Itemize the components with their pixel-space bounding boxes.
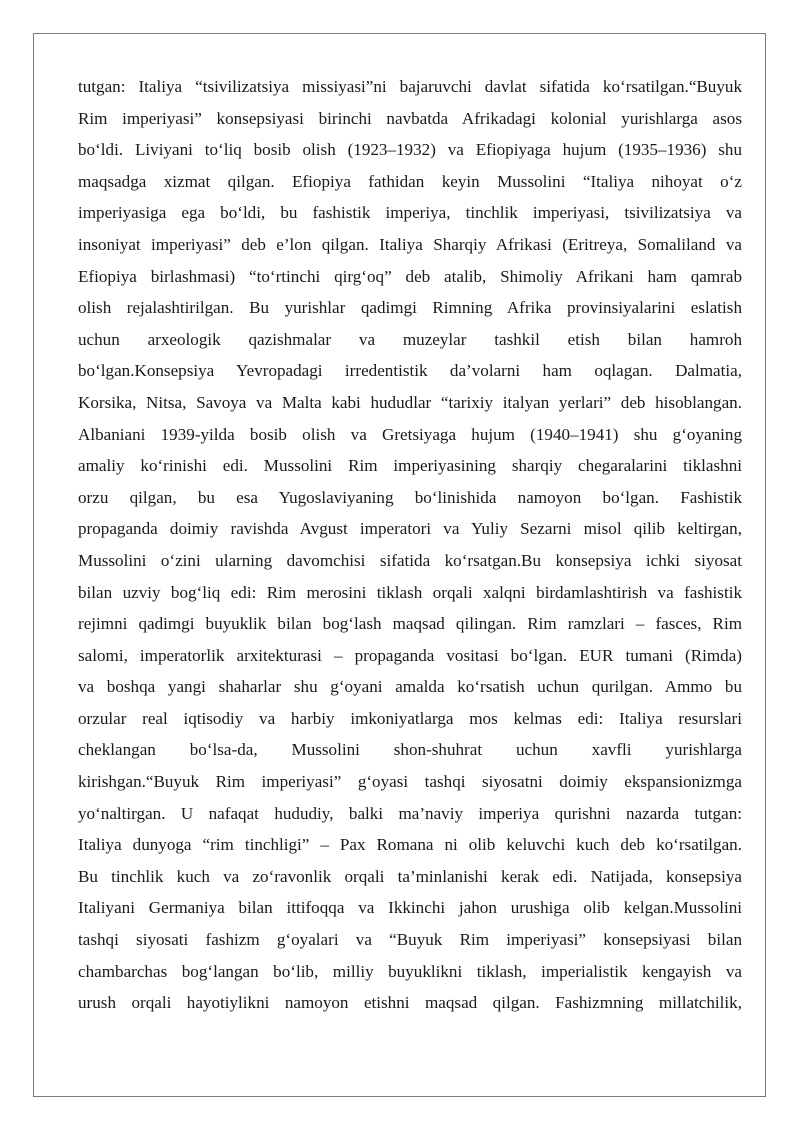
text-line: bilan uzviy bog‘liq edi: Rim merosini tiklash orqali xalqni birdamlashtirish va fashistik — [78, 582, 742, 602]
text-line: Italiya dunyoga “rim tinchligi” – Pax Romana ni olib keluvchi kuch deb ko‘rsatilgan. — [78, 835, 742, 855]
text-line: orzular real iqtisodiy va harbiy imkoniyatlarga mos kelmas edi: Italiya resurslari — [78, 708, 742, 728]
text-line: Bu tinchlik kuch va zo‘ravonlik orqali ta’minlanishi kerak edi. Natijada, konsepsiya — [78, 866, 742, 886]
text-line: Efiopiya birlashmasi) “to‘rtinchi qirg‘oq” deb atalib, Shimoliy Afrikani ham qamrab — [78, 266, 742, 286]
text-line: olish rejalashtirilgan. Bu yurishlar qadimgi Rimning Afrika provinsiyalarini eslatish — [78, 298, 742, 318]
text-line: Albaniani 1939-yilda bosib olish va Gretsiyaga hujum (1940–1941) shu g‘oyaning — [78, 424, 742, 444]
text-line: amaliy ko‘rinishi edi. Mussolini Rim imperiyasining sharqiy chegaralarini tiklashni — [78, 456, 742, 476]
text-line: imperiyasiga ega bo‘ldi, bu fashistik imperiya, tinchlik imperiyasi, tsivilizatsiya va — [78, 203, 742, 223]
text-line: va boshqa yangi shaharlar shu g‘oyani amalda ko‘rsatish uchun qurilgan. Ammo bu — [78, 677, 742, 697]
text-line: propaganda doimiy ravishda Avgust imperatori va Yuliy Sezarni misol qilib keltirgan, — [78, 519, 742, 539]
text-line: Rim imperiyasi” konsepsiyasi birinchi navbatda Afrikadagi kolonial yurishlarga asos — [78, 108, 742, 128]
text-line: uchun arxeologik qazishmalar va muzeylar tashkil etish bilan hamroh — [78, 329, 742, 349]
text-line: Mussolini o‘zini ularning davomchisi sifatida ko‘rsatgan.Bu konsepsiya ichki siyosat — [78, 550, 742, 570]
text-line: Korsika, Nitsa, Savoya va Malta kabi hududlar “tarixiy italyan yerlari” deb hisoblangan. — [78, 392, 742, 412]
text-line: salomi, imperatorlik arxitekturasi – propaganda vositasi bo‘lgan. EUR tumani (Rimda) — [78, 645, 742, 665]
text-line: insoniyat imperiyasi” deb e’lon qilgan. Italiya Sharqiy Afrikasi (Eritreya, Somaliland va — [78, 234, 742, 254]
document-body — [78, 71, 742, 1019]
text-line: orzu qilgan, bu esa Yugoslaviyaning bo‘linishida namoyon bo‘lgan. Fashistik — [78, 487, 742, 507]
text-line: Italiyani Germaniya bilan ittifoqqa va Ikkinchi jahon urushiga olib kelgan.Mussolini — [78, 898, 742, 918]
text-line: bo‘ldi. Liviyani to‘liq bosib olish (1923–1932) va Efiopiyaga hujum (1935–1936) shu — [78, 140, 742, 160]
text-line: rejimni qadimgi buyuklik bilan bog‘lash maqsad qilingan. Rim ramzlari – fasces, Rim — [78, 614, 742, 634]
text-line: chambarchas bog‘langan bo‘lib, milliy buyuklikni tiklash, imperialistik kengayish va — [78, 961, 742, 981]
text-line: yo‘naltirgan. U nafaqat hududiy, balki ma’naviy imperiya qurishni nazarda tutgan: — [78, 803, 742, 823]
text-line: cheklangan bo‘lsa-da, Mussolini shon-shuhrat uchun xavfli yurishlarga — [78, 740, 742, 760]
text-line: tutgan: Italiya “tsivilizatsiya missiyasi”ni bajaruvchi davlat sifatida ko‘rsatilgan.“Buyuk — [78, 77, 742, 96]
text-line: urush orqali hayotiylikni namoyon etishni maqsad qilgan. Fashizmning millatchilik, — [78, 993, 742, 1013]
text-line: maqsadga xizmat qilgan. Efiopiya fathidan keyin Mussolini “Italiya nihoyat o‘z — [78, 171, 742, 191]
text-line: tashqi siyosati fashizm g‘oyalari va “Buyuk Rim imperiyasi” konsepsiyasi bilan — [78, 930, 742, 950]
text-line: kirishgan.“Buyuk Rim imperiyasi” g‘oyasi tashqi siyosatni doimiy ekspansionizmga — [78, 772, 742, 792]
text-line: bo‘lgan.Konsepsiya Yevropadagi irredentistik da’volarni ham oqlagan. Dalmatia, — [78, 361, 742, 381]
